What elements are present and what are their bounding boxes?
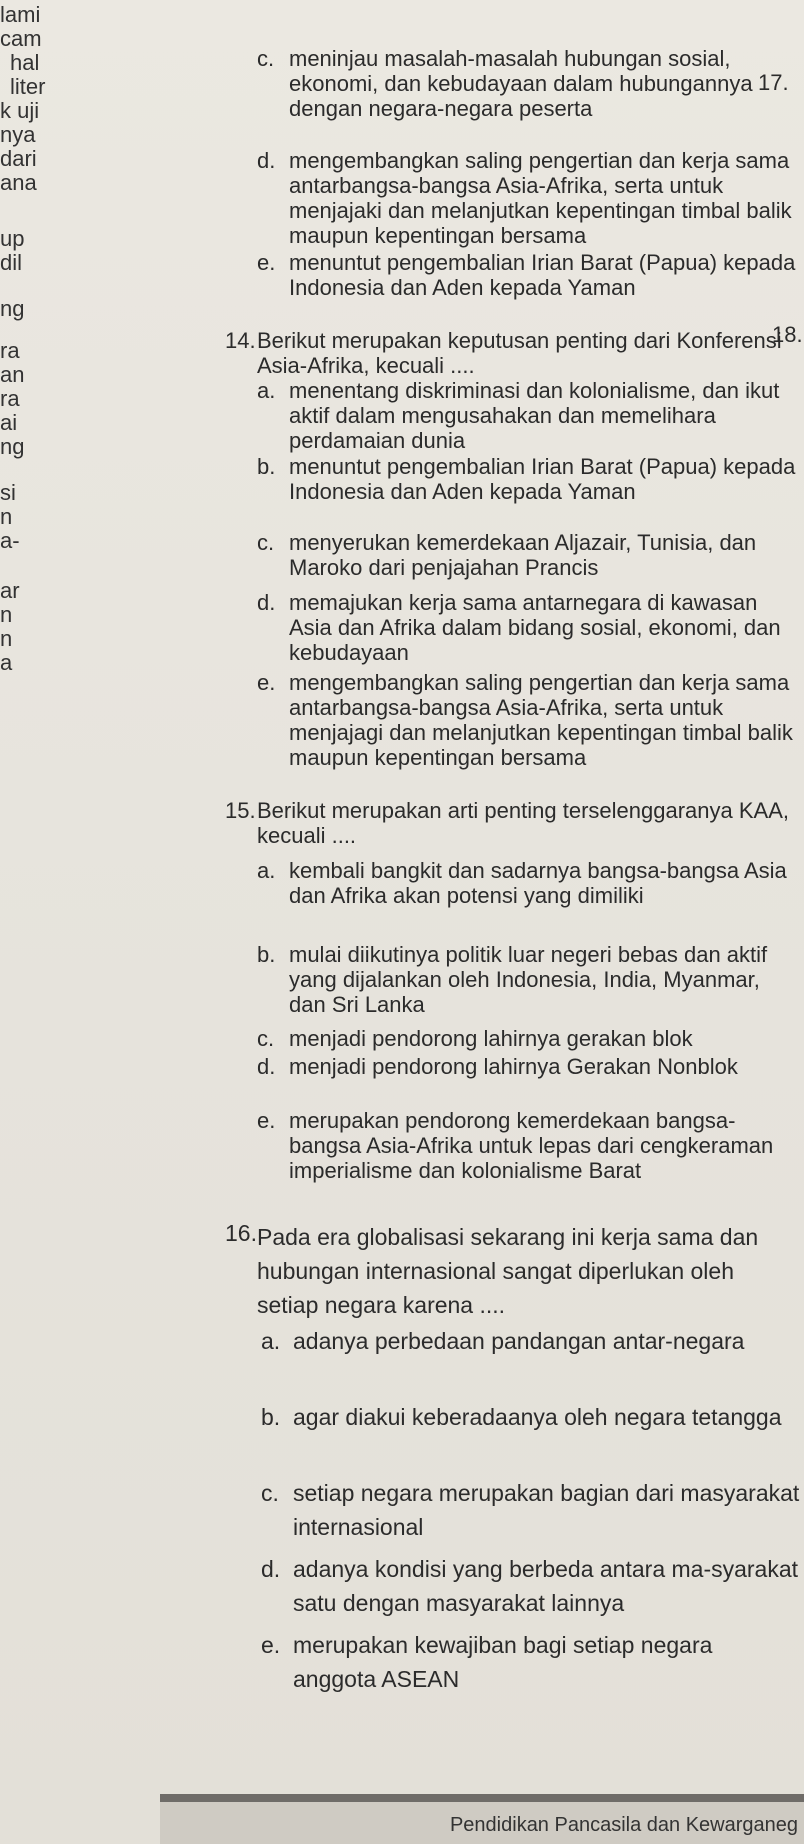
left-fragment: ng bbox=[0, 434, 25, 459]
left-fragment: si bbox=[0, 480, 16, 505]
textbook-page: lami cam hal liter k uji nya dari ana up dil ng ra an ra ai ng si n a- ar n n a 17. 18. c. meninjau masalah-masalah hubungan sosial, ekonomi, dan kebudayaan dalam hubungannya dengan negara-negara peserta d. mengembangkan saling pengertian dan kerja sama antarbangsa-bangsa Asia-Afrika, serta untuk menjajaki dan melanjutkan kepentingan timbal balik maupun kepentingan bersama e. menuntut pengembalian Irian Barat (Papua) kepada Indonesia dan Aden kepada Yaman 14. Berikut merupakan keputusan penting dari Konferensi Asia-Afrika, kecuali .... a. menentang diskriminasi dan kolonialisme, dan ikut aktif dalam mengusahakan dan memelihara perdamaian dunia b. menuntut pengembalian Irian Barat (Papua) kepada Indonesia dan Aden kepada Yaman c. menyerukan kemerdekaan Aljazair, Tunisia, dan Maroko dari penjajahan Prancis d. memajukan kerja sama antarnegara di kawasan Asia dan Afrika dalam bidang sosial, ekonomi, dan kebudayaan e. mengembangkan saling pengertian dan kerja sama antarbangsa-bangsa Asia-Afrika, serta untuk menjajagi dan melanjutkan kepentingan timbal balik maupun kepentingan bersama 15. Berikut merupakan arti penting terselenggaranya KAA, kecuali .... a. kembali bangkit dan sadarnya bangsa-bangsa Asia dan Afrika akan potensi yang dimiliki b. mulai diikutinya politik luar negeri bebas dan aktif yang dijalankan oleh Indonesia, India, Myanmar, dan Sri Lanka c. menjadi pendorong lahirnya gerakan blok d. menjadi pendorong lahirnya Gerakan Nonblok e. merupakan pendorong kemerdekaan bangsa-bangsa Asia-Afrika untuk lepas dari cengkeraman imperialisme dan kolonialisme Barat 16. Pada era globalisasi sekarang ini kerja sama dan hubungan internasional sangat diperlukan oleh setiap negara karena .... a. adanya perbedaan pandangan antar-negara b. agar diakui keberadaanya oleh negara tetangga c. setiap negara merupakan bagian dari masyarakat internasional d. adanya kondisi yang berbeda antara ma-syarakat satu dengan masyarakat lainnya e. merupakan kewajiban bagi setiap negara anggota ASEAN Pendidikan Pancasila dan Kewarganeg bbox=[0, 0, 804, 1844]
left-fragment: ar bbox=[0, 578, 20, 603]
left-fragment: lami bbox=[0, 2, 41, 27]
left-fragment: ra bbox=[0, 338, 20, 363]
left-fragment: n bbox=[0, 626, 13, 651]
left-fragment: n bbox=[0, 602, 13, 627]
left-fragment: nya bbox=[0, 122, 36, 147]
question-text: Berikut merupakan arti penting terselenggaranya KAA, kecuali .... bbox=[257, 798, 789, 848]
left-fragment: dari bbox=[0, 146, 37, 171]
left-fragment: k uji bbox=[0, 98, 40, 123]
left-fragment: dil bbox=[0, 250, 23, 275]
question-number: 15. bbox=[225, 798, 256, 823]
footer-band bbox=[160, 1794, 804, 1844]
margin-number-17: 17. bbox=[758, 70, 789, 95]
left-fragment: a- bbox=[0, 528, 20, 553]
left-fragment: an bbox=[0, 362, 25, 387]
footer-title: Pendidikan Pancasila dan Kewarganeg bbox=[449, 1814, 798, 1836]
left-fragment: liter bbox=[10, 74, 46, 99]
left-fragment: ra bbox=[0, 386, 20, 411]
left-fragment: hal bbox=[10, 50, 40, 75]
left-fragment: ng bbox=[0, 296, 25, 321]
left-fragment: ai bbox=[0, 410, 18, 435]
left-fragment: ana bbox=[0, 170, 37, 195]
left-fragment: a bbox=[0, 650, 13, 675]
question-number: 14. bbox=[225, 328, 256, 353]
left-fragment: up bbox=[0, 226, 25, 251]
question-text: Berikut merupakan keputusan penting dari Konferensi Asia-Afrika, kecuali .... bbox=[257, 328, 782, 378]
margin-number-18: 18. bbox=[772, 322, 803, 347]
left-fragment: n bbox=[0, 504, 13, 529]
question-text: Pada era globalisasi sekarang ini kerja sama dan hubungan internasional sangat diperlukan oleh setiap negara karena .... bbox=[257, 1224, 759, 1318]
question-number: 16. bbox=[225, 1220, 257, 1246]
left-fragment: cam bbox=[0, 26, 42, 51]
